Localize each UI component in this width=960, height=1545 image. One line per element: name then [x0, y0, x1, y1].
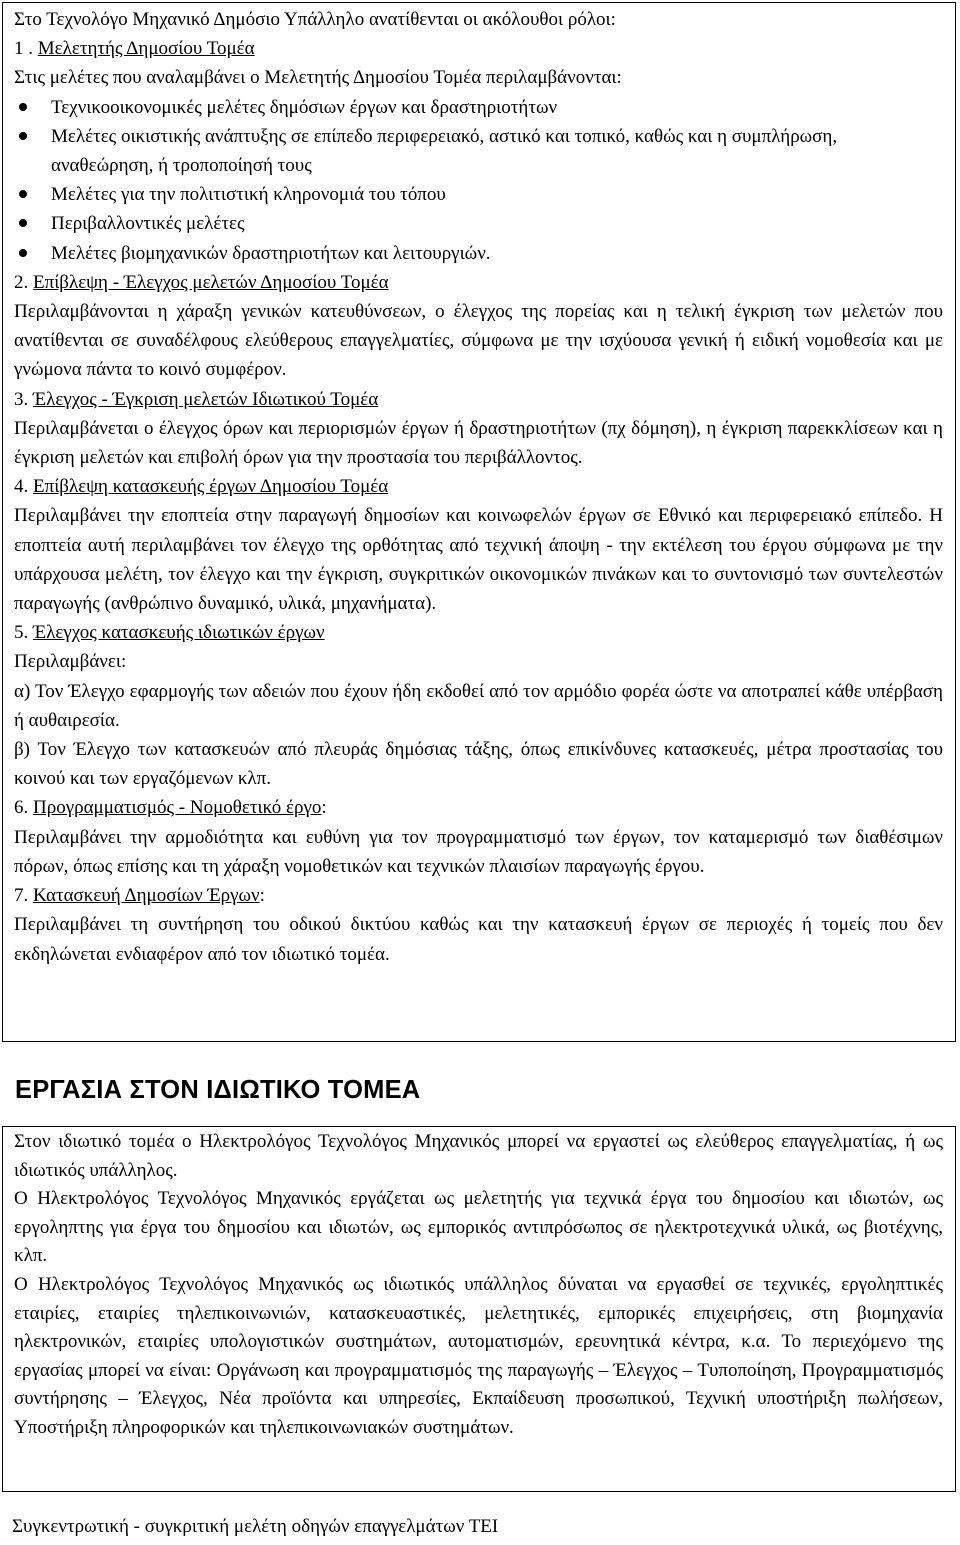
role-number: 4.: [14, 476, 29, 498]
bullet-item: Μελέτες για την πολιτιστική κληρονομιά του τόπου: [14, 180, 943, 209]
role-2-heading: [14, 268, 943, 297]
role-6-heading: [14, 793, 943, 822]
role-title-suffix: :: [321, 797, 327, 819]
role-title: Κατασκευή Δημοσίων Έργων: [33, 885, 260, 907]
role-7-text: Περιλαμβάνει τη συντήρηση του οδικού δικτύου καθώς και την κατασκευή έργων σε περιοχές ή τομείς που δεν εκδηλώνεται ενδιαφέρον από τον ιδιωτικό τομέα.: [14, 914, 943, 965]
role-title: Επίβλεψη κατασκευής έργων Δημοσίου Τομέα: [33, 476, 389, 498]
role-number: 5.: [14, 622, 29, 644]
role-6-text: Περιλαμβάνει την αρμοδιότητα και ευθύνη για τον προγραμματισμό των έργων, τον καταμερισμό των διαθέσιμων πόρων, όπως επίσης και τη χάραξη νομοθετικών και τεχνικών πλαισίων παραγωγής έργου.: [14, 826, 943, 877]
role-title-suffix: :: [259, 885, 265, 907]
role-3-heading: [14, 385, 943, 414]
role-number: 3.: [14, 388, 29, 410]
role-4-heading: [14, 472, 943, 501]
role-number: 7.: [14, 885, 29, 907]
bullet-icon: [19, 249, 27, 257]
role-title: Προγραμματισμός - Νομοθετικό έργο: [33, 797, 322, 819]
role-title: Έλεγχος - Έγκριση μελετών Ιδιωτικού Τομέα: [33, 388, 379, 410]
role-title: Επίβλεψη - Έλεγχος μελετών Δημοσίου Τομέα: [33, 271, 389, 293]
role-7-heading: [14, 881, 943, 910]
role-number: 6.: [14, 797, 29, 819]
bullet-item: Μελέτες βιομηχανικών δραστηριοτήτων και λειτουργιών.: [14, 239, 943, 268]
bullet-item: Μελέτες οικιστικής ανάπτυξης σε επίπεδο περιφερειακό, αστικό και τοπικό, καθώς και η συμπλήρωση, αναθεώρηση, ή τροποποίησή τους: [14, 122, 943, 180]
public-sector-roles-box: [2, 2, 956, 1042]
private-sector-paragraph-2: Ο Ηλεκτρολόγος Τεχνολόγος Μηχανικός εργάζεται ως μελετητής για τεχνικά έργα του δημοσίου και ιδιωτών, ως εργοληπτης για έργα του δημοσίου και ιδιωτών, ως εμπορικός αντιπρόσωπος σε ηλεκτροτεχνικά υλικά, ως βιοτέχνης, κλπ.: [14, 1188, 943, 1267]
private-sector-paragraph-3: Ο Ηλεκτρολόγος Τεχνολόγος Μηχανικός ως ιδιωτικός υπάλληλος δύναται να εργασθεί σε τεχνικές, εργοληπτικές εταιρίες, εταιρίες τηλεπικοινωνιών, κατασκευαστικές, μελετητικές, εμπορικές επιχειρήσεις, στη βιομηχανία ηλεκτρονικών, εταιρίες υπολογιστικών συστημάτων, αυτοματισμών, ερευνητικά κέντρα, κ.α. Το περιεχόμενο της εργασίας μπορεί να είναι: Οργάνωση και προγραμματισμός της παραγωγής – Έλεγχος – Τυποποίηση, Προγραμματισμός συντήρησης – Έλεγχος, Νέα προϊόντα και υπηρεσίες, Εκπαίδευση προσωπικού, Τεχνική υποστήριξη πωλήσεων, Υποστήριξη πληροφορικών και τηλεπικοινωνιακών συστημάτων.: [14, 1273, 943, 1438]
role-3-text: Περιλαμβάνεται ο έλεγχος όρων και περιορισμών έργων ή δραστηριοτήτων (πχ δόμηση), η έγκριση παρεκκλίσεων και η έγκριση μελετών και επιβολή όρων για την προστασία του περιβάλλοντος.: [14, 417, 943, 469]
bullet-item: Τεχνικοοικονομικές μελέτες δημόσιων έργων και δραστηριοτήτων: [14, 93, 943, 122]
role-5-item-a: α) Τον Έλεγχο εφαρμογής των αδειών που έχουν ήδη εκδοθεί από τον αρμόδιο φορέα ώστε να αποτραπεί κάθε υπέρβαση ή αυθαιρεσία.: [14, 680, 943, 731]
role-5-item-b: β) Τον Έλεγχο των κατασκευών από πλευράς δημόσιας τάξης, όπως επικίνδυνες κατασκευές, μέτρα προστασίας του κοινού και των εργαζόμενων κλπ.: [14, 739, 943, 790]
page-footer: Συγκεντρωτική - συγκριτική μελέτη οδηγών επαγγελμάτων ΤΕΙ: [12, 1516, 499, 1537]
bullet-icon: [19, 103, 27, 111]
intro-text: Στο Τεχνολόγο Μηχανικό Δημόσιο Υπάλληλο ανατίθενται οι ακόλουθοι ρόλοι:: [14, 9, 616, 30]
role-5-lead: Περιλαμβάνει:: [14, 651, 127, 673]
private-sector-heading: ΕΡΓΑΣΙΑ ΣΤΟΝ ΙΔΙΩΤΙΚΟ ΤΟΜΕΑ: [15, 1076, 421, 1104]
private-sector-box: [2, 1126, 956, 1492]
private-sector-paragraph-1: Στον ιδιωτικό τομέα ο Ηλεκτρολόγος Τεχνολόγος Μηχανικός μπορεί να εργαστεί ως ελεύθερος επαγγελματίας, ή ως ιδιωτικός υπάλληλος.: [14, 1131, 943, 1181]
bullet-icon: [19, 219, 27, 227]
role-1-bullet-list: [14, 93, 943, 268]
role-2-text: Περιλαμβάνονται η χάραξη γενικών κατευθύνσεων, ο έλεγχος της πορείας και η τελική έγκριση των μελετών που ανατίθενται σε συναδέλφους ελεύθερους επαγγελματίες, σύμφωνα με την ισχύουσα γενική ή ειδική νομοθεσία και με γνώμονα πάντα το κοινό συμφέρον.: [14, 301, 943, 381]
role-4-text: Περιλαμβάνει την εποπτεία στην παραγωγή δημοσίων και κοινωφελών έργων σε Εθνικό και περιφερειακό επίπεδο. Η εποπτεία αυτή περιλαμβάνει τον έλεγχο της ορθότητας από τεχνική άποψη - την εκτέλεση του έργου σύμφωνα με την υπάρχουσα μελέτη, τον έλεγχο και την έγκριση, συγκριτικών οικονομικών πινάκων και το συντονισμό των συντελεστών παραγωγής (ανθρώπινο δυναμικό, υλικά, μηχανήματα).: [14, 505, 943, 615]
role-number: 2.: [14, 271, 29, 293]
bullet-icon: [19, 132, 27, 140]
role-title: Μελετητής Δημοσίου Τομέα: [37, 38, 255, 60]
bullet-item: Περιβαλλοντικές μελέτες: [14, 209, 943, 238]
role-number: 1 .: [14, 38, 33, 60]
role-1-lead: Στις μελέτες που αναλαμβάνει ο Μελετητής Δημοσίου Τομέα περιλαμβάνονται:: [14, 67, 622, 89]
bullet-icon: [19, 190, 27, 198]
role-1-heading: [14, 34, 943, 63]
role-title: Έλεγχος κατασκευής ιδιωτικών έργων: [33, 622, 325, 644]
role-5-heading: [14, 618, 943, 647]
